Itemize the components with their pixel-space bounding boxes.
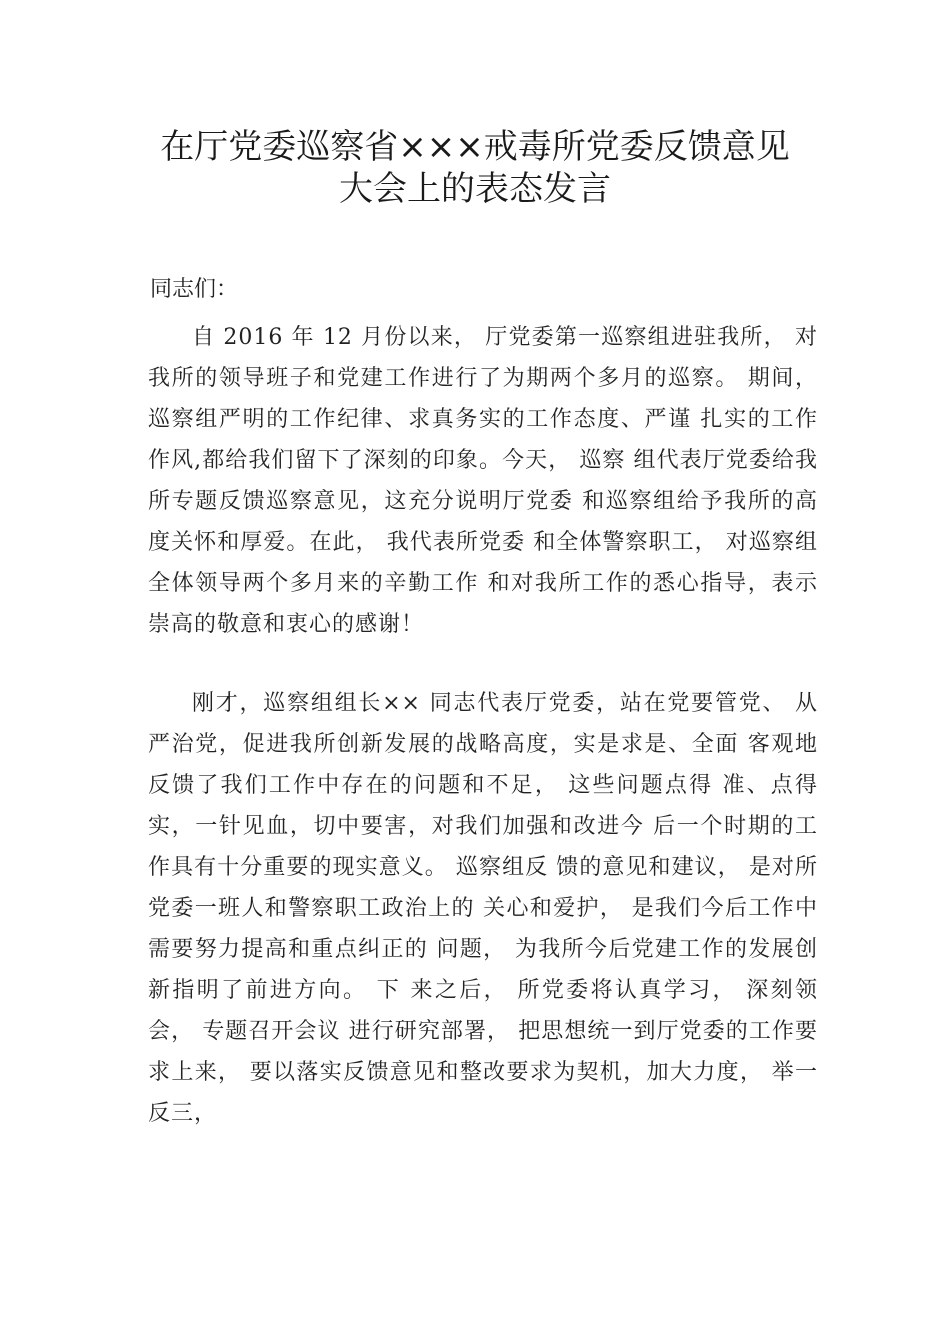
document-title-line-2: 大会上的表态发言	[339, 169, 611, 209]
greeting: 同志们：	[150, 277, 239, 302]
paragraph-1: 自 2016 年 12 月份以来， 厅党委第一巡察组进驻我所， 对我所的领导班子和党建工作进行了为期两个多月的巡察。 期间， 巡察组严明的工作纪律、求真务实的工作态度、严谨 扎实的工作作风,都给我们留下了深刻的印象。今天， 巡察 组代表厅党委给我所专题反馈巡察意见，这充分说明厅党委 和巡察组给予我所的高度关怀和厚爱。在此， 我代表所党委 和全体警察职工， 对巡察组全体领导两个多月来的辛勤工作 和对我所工作的悉心指导，表示崇高的敬意和衷心的感谢！	[148, 325, 818, 637]
paragraph-2: 刚才，巡察组组长×× 同志代表厅党委，站在党要管党、 从严治党，促进我所创新发展的战略高度，实是求是、全面 客观地反馈了我们工作中存在的问题和不足， 这些问题点得 准、点得实，一针见血，切中要害，对我们加强和改进今 后一个时期的工作具有十分重要的现实意义。 巡察组反 馈的意见和建议， 是对所党委一班人和警察职工政治上的 关心和爱护， 是我们今后工作中需要努力提高和重点纠正的 问题， 为我所今后党建工作的发展创新指明了前进方向。 下 来之后， 所党委将认真学习， 深刻领会， 专题召开会议 进行研究部署， 把思想统一到厅党委的工作要求上来， 要以落实反馈意见和整改要求为契机，加大力度， 举一反三，	[148, 691, 818, 1126]
document-title-line-1: 在厅党委巡察省×××戒毒所党委反馈意见	[160, 127, 790, 167]
